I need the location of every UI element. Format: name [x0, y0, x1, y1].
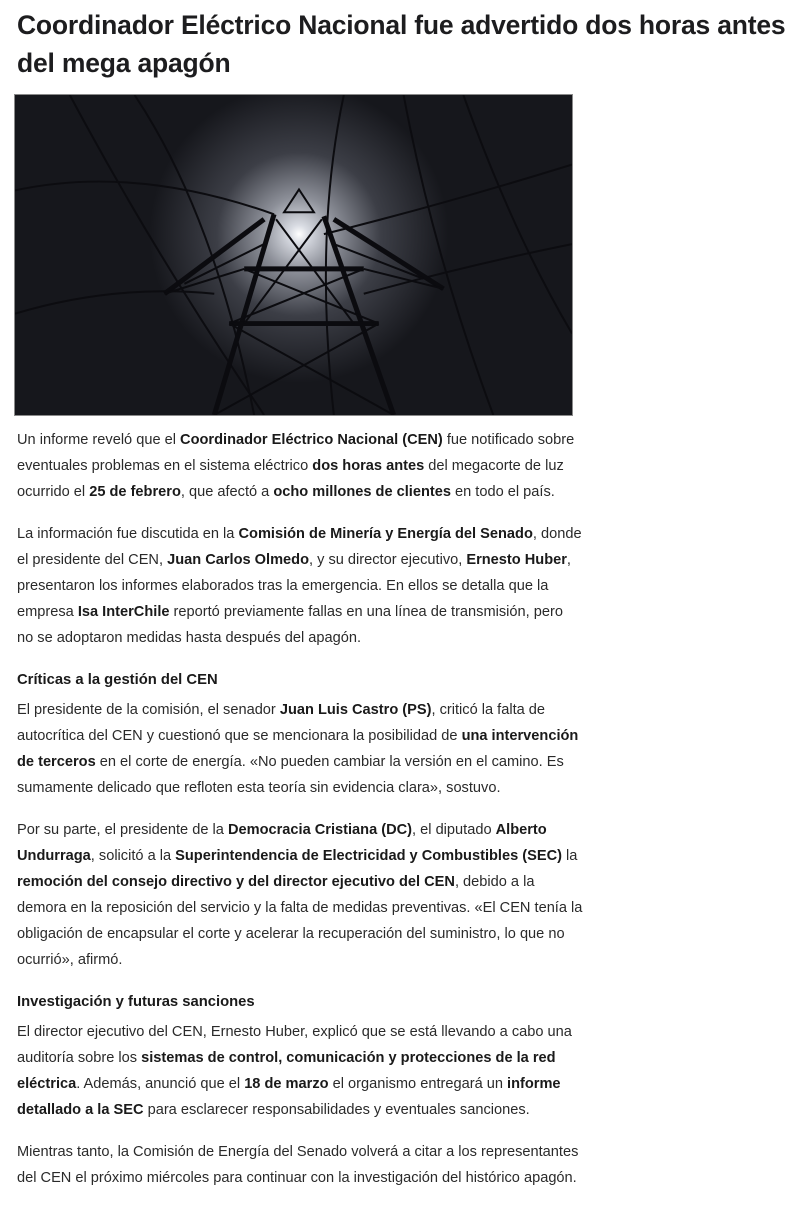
section-heading: Críticas a la gestión del CEN: [17, 672, 218, 688]
article-headline: Coordinador Eléctrico Nacional fue advertido dos horas antes del mega apagón: [17, 10, 786, 78]
paragraph: El presidente de la comisión, el senador Juan Luis Castro (PS), criticó la falta de autocrítica del CEN y cuestionó que se mencionara la posibilidad de una intervención de terceros en el corte de energía. «No pueden cambiar la versión en el camino. Es sumamente delicado que refloten esta teoría sin evidencia clara», sostuvo.: [17, 702, 579, 796]
paragraph: La información fue discutida en la Comisión de Minería y Energía del Senado, donde el presidente del CEN, Juan Carlos Olmedo, y su director ejecutivo, Ernesto Huber, presentaron los informes elaborados tras la emergencia. En ellos se detalla que la empresa Isa InterChile reportó previamente fallas en una línea de transmisión, pero no se adoptaron medidas hasta después del apagón.: [17, 526, 582, 646]
paragraph: El director ejecutivo del CEN, Ernesto Huber, explicó que se está llevando a cabo una auditoría sobre los sistemas de control, comunicación y protecciones de la red eléctrica. Además, anunció que el 18 de marzo el organismo entregará un informe detallado a la SEC para esclarecer responsabilidades y eventuales sanciones.: [17, 1024, 572, 1118]
paragraph: Mientras tanto, la Comisión de Energía del Senado volverá a citar a los representantes del CEN el próximo miércoles para continuar con la investigación del histórico apagón.: [17, 1144, 579, 1186]
section-heading: Investigación y futuras sanciones: [17, 994, 255, 1010]
hero-image: [14, 94, 573, 416]
transmission-tower-image: [15, 95, 572, 415]
paragraph: Por su parte, el presidente de la Democracia Cristiana (DC), el diputado Alberto Undurraga, solicitó a la Superintendencia de Electricidad y Combustibles (SEC) la remoción del consejo directivo y del director ejecutivo del CEN, debido a la demora en la reposición del servicio y la falta de medidas preventivas. «El CEN tenía la obligación de encapsular el corte y acelerar la recuperación del suministro, lo que no ocurrió», afirmó.: [17, 822, 583, 968]
paragraph: Un informe reveló que el Coordinador Eléctrico Nacional (CEN) fue notificado sobre eventuales problemas en el sistema eléctrico dos horas antes del megacorte de luz ocurrido el 25 de febrero, que afectó a ocho millones de clientes en todo el país.: [17, 432, 575, 500]
article-body: [17, 427, 583, 1207]
